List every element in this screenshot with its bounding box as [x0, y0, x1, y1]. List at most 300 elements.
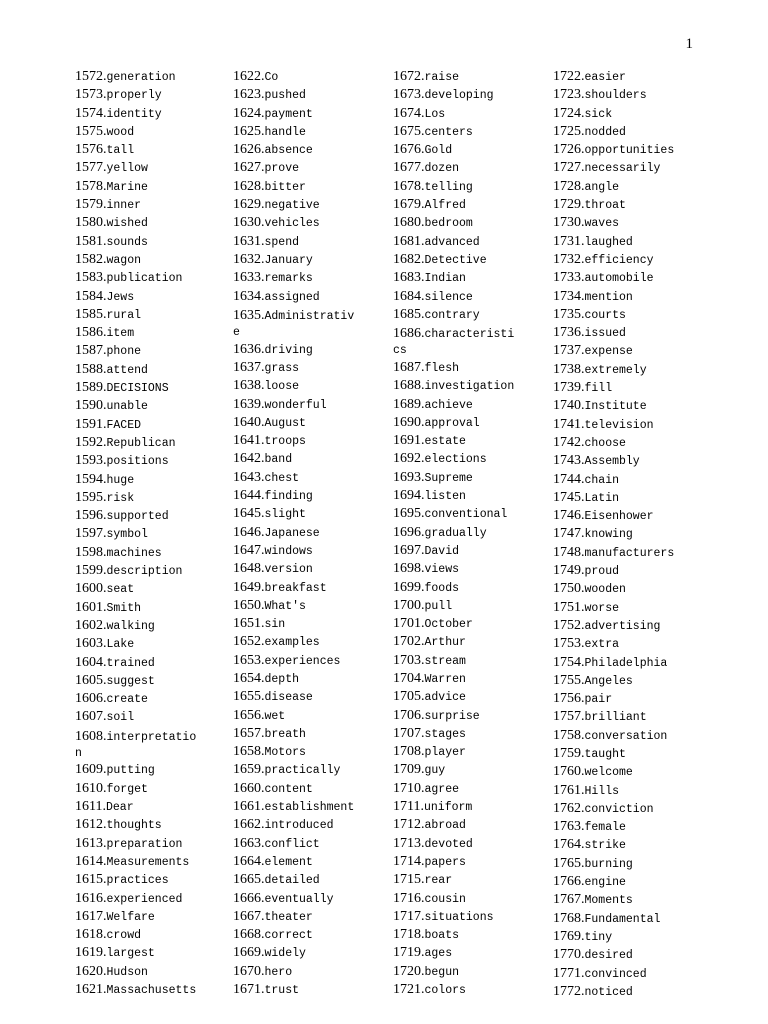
entry-word: conviction	[584, 802, 654, 816]
word-entry	[393, 761, 543, 779]
word-entry	[75, 141, 225, 159]
word-entry	[75, 690, 225, 708]
word-entry	[553, 928, 703, 946]
word-entry	[393, 432, 543, 450]
entry-word: negative	[264, 199, 320, 213]
entry-word: bedroom	[424, 217, 473, 231]
word-entry	[75, 269, 225, 287]
entry-number: 1713.	[393, 835, 425, 851]
word-entry	[553, 654, 703, 672]
entry-word: grass	[264, 361, 300, 375]
entry-number: 1655.	[233, 689, 265, 705]
entry-number: 1727.	[553, 160, 585, 176]
word-entry	[393, 633, 543, 651]
entry-number: 1679.	[393, 197, 425, 213]
entry-word: colors	[424, 984, 466, 998]
entry-word: chain	[584, 473, 620, 487]
entry-word: sin	[264, 618, 286, 632]
entry-word: tall	[106, 144, 135, 158]
entry-number: 1653.	[233, 652, 265, 668]
word-entry	[393, 159, 543, 177]
entry-word: Motors	[264, 746, 306, 760]
word-entry	[233, 359, 383, 377]
entry-number: 1676.	[393, 142, 425, 158]
word-entry	[233, 652, 383, 670]
entry-word: Co	[264, 71, 279, 84]
entry-number: 1668.	[233, 927, 265, 943]
entry-word: automobile	[584, 272, 654, 286]
entry-word: conversation	[584, 729, 668, 743]
entry-word: soil	[106, 711, 135, 725]
word-entry	[233, 816, 383, 834]
entry-number: 1684.	[393, 288, 425, 304]
word-entry	[233, 579, 383, 597]
word-entry	[233, 487, 383, 505]
entry-number: 1578.	[75, 178, 107, 194]
word-entry	[75, 926, 225, 944]
word-entry	[393, 597, 543, 615]
entry-number: 1765.	[553, 855, 585, 871]
entry-number: 1678.	[393, 178, 425, 194]
word-entry	[75, 342, 225, 360]
entry-number: 1718.	[393, 927, 425, 943]
word-entry	[393, 780, 543, 798]
word-entry	[553, 763, 703, 781]
entry-word: expense	[584, 345, 633, 359]
word-entry	[75, 214, 225, 232]
word-entry	[553, 123, 703, 141]
entry-word: January	[264, 253, 313, 267]
entry-number: 1609.	[75, 762, 107, 778]
entry-word: hero	[264, 965, 293, 979]
entry-number: 1669.	[233, 945, 265, 961]
entry-number: 1690.	[393, 414, 425, 430]
entry-number: 1756.	[553, 691, 585, 707]
entry-word: vehicles	[264, 217, 320, 231]
word-entry	[393, 926, 543, 944]
word-entry	[233, 688, 383, 706]
word-entry	[553, 434, 703, 452]
word-entry	[393, 560, 543, 578]
entry-word: suggest	[106, 674, 155, 688]
entry-number: 1619.	[75, 945, 107, 961]
word-entry	[553, 397, 703, 415]
entry-word: wood	[106, 125, 135, 139]
entry-number: 1586.	[75, 325, 107, 341]
entry-word: publication	[106, 272, 183, 286]
word-entry	[393, 816, 543, 834]
entry-word: create	[106, 693, 148, 707]
entry-word: knowing	[584, 528, 633, 542]
entry-word: finding	[264, 490, 313, 504]
entry-word: element	[264, 855, 313, 869]
word-entry	[75, 379, 225, 397]
entry-number: 1725.	[553, 123, 585, 139]
entry-number: 1695.	[393, 506, 425, 522]
entry-number: 1572.	[75, 69, 107, 84]
entry-word: sick	[584, 107, 613, 121]
word-entry	[233, 141, 383, 159]
entry-word: easier	[584, 71, 626, 84]
entry-word: Eisenhower	[584, 510, 654, 524]
entry-word: walking	[106, 619, 155, 633]
word-entry	[553, 745, 703, 763]
entry-word: laughed	[584, 235, 633, 249]
entry-number: 1618.	[75, 927, 107, 943]
word-entry	[75, 981, 225, 999]
entry-word: welcome	[584, 766, 633, 780]
word-entry	[393, 359, 543, 377]
entry-number: 1620.	[75, 963, 107, 979]
word-entry	[75, 86, 225, 104]
entry-number: 1649.	[233, 579, 265, 595]
entry-number: 1638.	[233, 378, 265, 394]
word-entry	[75, 890, 225, 908]
word-entry	[553, 68, 703, 86]
word-entry	[233, 615, 383, 633]
entry-number: 1662.	[233, 817, 265, 833]
entry-word: wagon	[106, 253, 142, 267]
entry-number: 1768.	[553, 910, 585, 926]
entry-number: 1681.	[393, 233, 425, 249]
word-entry	[75, 871, 225, 889]
word-entry	[75, 507, 225, 525]
entry-number: 1763.	[553, 819, 585, 835]
entry-number: 1593.	[75, 453, 107, 469]
entry-number: 1650.	[233, 597, 265, 613]
entry-number: 1665.	[233, 872, 265, 888]
entry-number: 1747.	[553, 526, 585, 542]
entry-number: 1764.	[553, 837, 585, 853]
word-entry	[393, 68, 543, 86]
entry-word: stages	[424, 727, 466, 741]
entry-number: 1729.	[553, 197, 585, 213]
word-entry	[233, 396, 383, 414]
word-entry	[393, 707, 543, 725]
word-entry	[233, 560, 383, 578]
entry-number: 1654.	[233, 671, 265, 686]
word-entry	[393, 615, 543, 633]
word-entry	[75, 68, 225, 86]
word-entry	[553, 690, 703, 708]
entry-number: 1651.	[233, 616, 265, 632]
entry-word: breath	[264, 727, 306, 741]
word-entry	[233, 871, 383, 889]
word-entry	[393, 725, 543, 743]
entry-number: 1745.	[553, 489, 585, 505]
entry-word: item	[106, 327, 135, 341]
entry-number: 1670.	[233, 963, 265, 979]
entry-word: prove	[264, 162, 300, 176]
word-entry	[75, 397, 225, 415]
entry-word: properly	[106, 89, 162, 103]
word-entry	[393, 105, 543, 123]
word-entry	[233, 505, 383, 523]
entry-number: 1629.	[233, 197, 265, 213]
entry-word: mention	[584, 290, 633, 304]
word-entry	[75, 525, 225, 543]
word-entry	[75, 835, 225, 853]
entry-word-continuation: n	[75, 746, 82, 760]
entry-word: Indian	[424, 272, 466, 286]
entry-number: 1730.	[553, 215, 585, 231]
entry-word: absence	[264, 144, 313, 158]
entry-word: female	[584, 821, 626, 835]
entry-number: 1711.	[393, 799, 424, 815]
entry-number: 1741.	[553, 416, 585, 432]
word-entry	[553, 306, 703, 324]
entry-word: trust	[264, 984, 300, 998]
entry-number: 1657.	[233, 725, 265, 741]
entry-number: 1614.	[75, 853, 107, 869]
entry-number: 1720.	[393, 963, 425, 979]
entry-number: 1631.	[233, 233, 265, 249]
word-entry	[233, 798, 383, 816]
entry-word: uniform	[423, 801, 473, 815]
word-entry	[553, 782, 703, 800]
word-entry	[233, 178, 383, 196]
word-entry	[553, 891, 703, 909]
entry-number: 1637.	[233, 359, 265, 375]
word-column-2	[233, 68, 383, 999]
entry-word: worse	[584, 601, 620, 615]
entry-number: 1579.	[75, 197, 107, 213]
entry-word: advice	[424, 691, 466, 705]
entry-word: angle	[584, 180, 620, 194]
word-entry	[233, 963, 383, 981]
word-entry	[393, 652, 543, 670]
entry-word: devoted	[424, 837, 473, 851]
entry-word: issued	[584, 327, 626, 341]
word-entry	[393, 871, 543, 889]
entry-word: Lake	[106, 638, 135, 652]
word-entry	[75, 471, 225, 489]
entry-word: driving	[264, 343, 313, 357]
entry-number: 1671.	[233, 982, 265, 998]
entry-word: David	[424, 544, 460, 558]
entry-number: 1717.	[393, 908, 425, 924]
entry-number: 1755.	[553, 672, 585, 688]
entry-word: advertising	[584, 619, 661, 633]
word-entry	[233, 780, 383, 798]
word-entry	[553, 141, 703, 159]
entry-word: approval	[424, 416, 480, 430]
entry-number: 1642.	[233, 451, 265, 467]
word-entry	[393, 86, 543, 104]
word-entry	[393, 178, 543, 196]
word-entry	[553, 599, 703, 617]
entry-number: 1613.	[75, 835, 107, 851]
entry-word: experienced	[106, 892, 183, 906]
entry-word: investigation	[424, 380, 515, 394]
entry-word: abroad	[424, 819, 466, 833]
entry-number: 1685.	[393, 306, 425, 322]
entry-word: pair	[584, 693, 613, 707]
entry-number: 1696.	[393, 524, 425, 540]
entry-number: 1750.	[553, 581, 585, 597]
entry-word: practices	[106, 874, 169, 888]
entry-word: Arthur	[424, 636, 466, 650]
entry-word: begun	[424, 965, 460, 979]
word-entry	[393, 798, 543, 816]
entry-word: forget	[106, 782, 148, 796]
word-entry	[553, 251, 703, 269]
entry-number: 1704.	[393, 671, 425, 686]
entry-word: phone	[106, 345, 142, 359]
entry-number: 1588.	[75, 361, 107, 377]
word-entry	[553, 983, 703, 1001]
entry-number: 1584.	[75, 288, 107, 304]
entry-number: 1605.	[75, 672, 107, 688]
entry-number: 1644.	[233, 488, 265, 504]
entry-number: 1716.	[393, 890, 425, 906]
entry-word: convinced	[584, 967, 647, 981]
entry-number: 1771.	[553, 965, 585, 981]
word-entry	[75, 780, 225, 798]
entry-word: desired	[584, 949, 633, 963]
entry-word: burning	[584, 857, 633, 871]
word-entry	[393, 288, 543, 306]
entry-word: listen	[424, 490, 466, 504]
word-entry	[233, 306, 383, 341]
entry-word: preparation	[106, 837, 183, 851]
entry-word: putting	[106, 764, 155, 778]
entry-number: 1577.	[75, 160, 107, 176]
word-entry	[553, 233, 703, 251]
word-entry	[553, 361, 703, 379]
entry-word: content	[264, 782, 313, 796]
entry-word: trained	[106, 656, 155, 670]
entry-word: Warren	[424, 673, 466, 686]
entry-number: 1723.	[553, 87, 585, 103]
entry-word: shoulders	[584, 89, 647, 103]
entry-number: 1700.	[393, 597, 425, 613]
entry-number: 1705.	[393, 689, 425, 705]
entry-word: fill	[584, 382, 613, 396]
word-entry	[75, 196, 225, 214]
entry-number: 1738.	[553, 361, 585, 377]
word-entry	[393, 688, 543, 706]
word-entry	[75, 599, 225, 617]
word-entry	[393, 524, 543, 542]
entry-word: Measurements	[106, 855, 190, 869]
entry-number: 1617.	[75, 908, 107, 924]
entry-number: 1612.	[75, 817, 107, 833]
entry-number: 1599.	[75, 563, 107, 579]
entry-number: 1701.	[393, 616, 425, 632]
entry-number: 1757.	[553, 709, 585, 725]
word-column-3	[393, 68, 543, 999]
entry-number: 1630.	[233, 215, 265, 231]
entry-word: efficiency	[584, 253, 654, 267]
entry-word: throat	[584, 199, 626, 213]
entry-word: rear	[424, 874, 453, 888]
entry-number: 1748.	[553, 544, 585, 560]
word-entry	[553, 708, 703, 726]
word-entry	[393, 141, 543, 159]
entry-number: 1606.	[75, 691, 107, 707]
entry-number: 1632.	[233, 251, 265, 267]
entry-number: 1688.	[393, 378, 425, 394]
word-entry	[75, 361, 225, 379]
entry-word: spend	[264, 235, 300, 249]
entry-number: 1648.	[233, 561, 265, 577]
entry-number: 1702.	[393, 634, 425, 650]
word-entry	[553, 836, 703, 854]
entry-word: generation	[106, 71, 176, 84]
entry-number: 1616.	[75, 890, 107, 906]
entry-word: foods	[424, 581, 460, 595]
entry-number: 1661.	[233, 799, 265, 815]
entry-number: 1715.	[393, 872, 425, 888]
entry-word: What's	[264, 599, 306, 613]
entry-word: Republican	[106, 436, 176, 450]
entry-number: 1694.	[393, 488, 425, 504]
entry-word: Detective	[424, 253, 487, 267]
entry-number: 1624.	[233, 105, 265, 121]
entry-word: Smith	[106, 601, 142, 615]
word-entry	[393, 123, 543, 141]
entry-number: 1595.	[75, 489, 107, 505]
entry-number: 1598.	[75, 544, 107, 560]
word-entry	[393, 269, 543, 287]
word-entry	[553, 196, 703, 214]
entry-number: 1581.	[75, 233, 107, 249]
entry-number: 1754.	[553, 654, 585, 670]
entry-word: October	[424, 618, 473, 632]
entry-word: attend	[106, 363, 148, 377]
entry-number: 1737.	[553, 343, 585, 359]
word-entry	[75, 853, 225, 871]
entry-number: 1659.	[233, 762, 265, 778]
entry-word: nodded	[584, 125, 626, 139]
entry-word: developing	[424, 89, 494, 103]
entry-word: windows	[264, 544, 313, 558]
entry-word: noticed	[584, 985, 633, 999]
entry-number: 1721.	[393, 982, 425, 998]
entry-word: Gold	[424, 144, 453, 158]
entry-word: crowd	[106, 929, 142, 943]
entry-number: 1707.	[393, 725, 425, 741]
entry-word: handle	[264, 125, 306, 139]
entry-number: 1597.	[75, 526, 107, 542]
entry-word: bitter	[264, 180, 306, 194]
entry-word: establishment	[264, 801, 355, 815]
word-entry	[233, 926, 383, 944]
entry-number: 1692.	[393, 451, 425, 467]
entry-word: supported	[106, 510, 169, 524]
entry-number: 1744.	[553, 471, 585, 487]
word-entry	[233, 743, 383, 761]
entry-word: proud	[584, 565, 620, 579]
entry-number: 1733.	[553, 270, 585, 286]
word-entry	[393, 233, 543, 251]
page-number: 1	[685, 36, 693, 52]
entry-word: pull	[424, 599, 453, 613]
entry-word: wonderful	[264, 398, 327, 412]
entry-word: Administrativ	[264, 309, 355, 323]
word-entry	[75, 233, 225, 251]
entry-number: 1591.	[75, 416, 107, 432]
entry-word: player	[424, 746, 466, 760]
entry-number: 1621.	[75, 982, 107, 998]
entry-word: yellow	[106, 162, 148, 176]
entry-word: elections	[424, 453, 487, 467]
entry-number: 1582.	[75, 251, 107, 267]
entry-number: 1710.	[393, 780, 425, 796]
word-entry	[393, 324, 543, 359]
entry-number: 1709.	[393, 762, 425, 778]
